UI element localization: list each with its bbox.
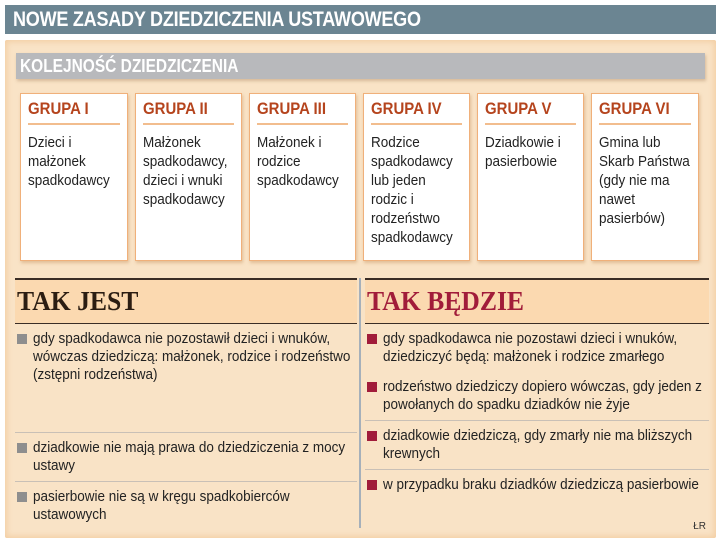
author-credit: ŁR <box>693 521 706 532</box>
list-item: dziadkowie dziedziczą, gdy zmarły nie ma bliższych krewnych <box>365 420 709 469</box>
square-bullet-icon <box>367 334 377 344</box>
square-bullet-icon <box>367 431 377 441</box>
main-title: NOWE ZASADY DZIEDZICZENIA USTAWOWEGO <box>13 8 421 31</box>
divider <box>28 123 120 125</box>
group-description: Małżonek i rodzice spadkodawcy <box>257 134 339 189</box>
list-item: w przypadku braku dziadków dziedziczą pasierbowie <box>365 469 709 500</box>
main-title-bar <box>5 5 716 34</box>
group-description: Dzieci i małżonek spadkodawcy <box>28 134 110 189</box>
group-card-2 <box>135 93 242 261</box>
group-description: Dziadkowie i pasierbowie <box>485 134 561 170</box>
list-item: gdy spadkodawca nie pozostawił dzieci i wnuków, wówczas dziedziczą: małżonek, rodzice i rodzeństwo (zstępni rodzeństwa) <box>15 324 357 432</box>
list-item: dziadkowie nie mają prawa do dziedziczenia z mocy ustawy <box>15 432 357 481</box>
divider <box>257 123 348 125</box>
group-card-4 <box>363 93 470 261</box>
list-item: rodzeństwo dziedziczy dopiero wówczas, gdy jeden z powołanych do spadku dziadków nie żyje <box>365 372 709 420</box>
square-bullet-icon <box>367 480 377 490</box>
group-description: Rodzice spadkodawcy lub jeden rodzic i rodzeństwo spadkodawcy <box>371 134 453 246</box>
group-title: GRUPA V <box>485 99 552 118</box>
content-panel <box>5 40 716 538</box>
group-title: GRUPA IV <box>371 99 442 118</box>
group-description: Małżonek spadkodawcy, dzieci i wnuki spadkodawcy <box>143 134 228 208</box>
divider <box>485 123 576 125</box>
divider <box>599 123 691 125</box>
square-bullet-icon <box>17 334 27 344</box>
group-card-6 <box>591 93 699 261</box>
group-title: GRUPA III <box>257 99 326 118</box>
square-bullet-icon <box>17 492 27 502</box>
tak-jest-column <box>15 278 357 528</box>
square-bullet-icon <box>367 382 377 392</box>
tak-jest-header <box>15 278 357 324</box>
comparison-section <box>15 278 709 528</box>
section-title: KOLEJNOŚĆ DZIEDZICZENIA <box>20 56 239 76</box>
section-title-bar <box>16 53 705 79</box>
divider <box>143 123 234 125</box>
group-title: GRUPA VI <box>599 99 670 118</box>
column-divider <box>359 278 361 528</box>
group-card-5 <box>477 93 584 261</box>
tak-jest-heading: TAK JEST <box>17 286 139 316</box>
inheritance-groups <box>20 93 710 261</box>
tak-bedzie-column <box>365 278 709 528</box>
group-card-3 <box>249 93 356 261</box>
list-item: gdy spadkodawca nie pozostawi dzieci i wnuków, dziedziczyć będą: małżonek i rodzice zmarłego <box>365 324 709 372</box>
group-card-1 <box>20 93 128 261</box>
list-item: pasierbowie nie są w kręgu spadkobierców ustawowych <box>15 481 357 530</box>
group-description: Gmina lub Skarb Państwa (gdy nie ma nawet pasierbów) <box>599 134 690 227</box>
square-bullet-icon <box>17 443 27 453</box>
tak-bedzie-header <box>365 278 709 324</box>
tak-bedzie-heading: TAK BĘDZIE <box>367 286 525 316</box>
group-title: GRUPA I <box>28 99 89 118</box>
group-title: GRUPA II <box>143 99 208 118</box>
divider <box>371 123 462 125</box>
